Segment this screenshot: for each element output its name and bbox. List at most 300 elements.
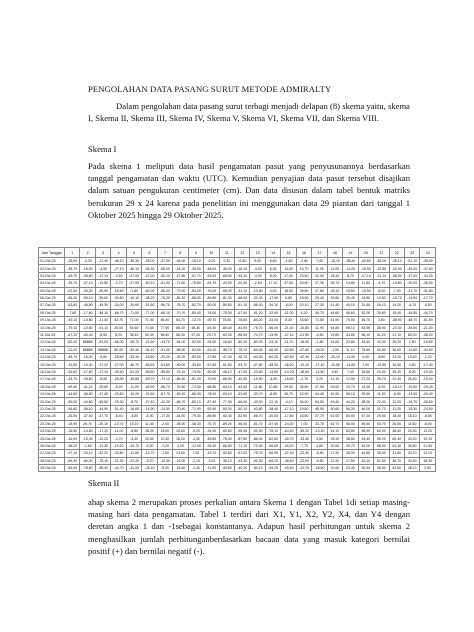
- value-cell: -18,50: [111, 287, 126, 294]
- value-cell: -48,30: [265, 361, 280, 368]
- value-cell: -66,10: [157, 309, 172, 316]
- value-cell: 27,20: [358, 376, 373, 383]
- value-cell: 4,00: [265, 287, 280, 294]
- value-cell: -60,00: [142, 287, 157, 294]
- value-cell: -29,50: [111, 391, 126, 398]
- value-cell: -28,70: [126, 339, 141, 346]
- value-cell: -44,60: [234, 383, 249, 390]
- value-cell: 61,90: [327, 317, 342, 324]
- value-cell: -64,10: [219, 383, 234, 390]
- value-cell: -55,40: [65, 464, 80, 471]
- value-cell: 29,50: [281, 383, 296, 390]
- value-cell: -76,60: [173, 383, 188, 390]
- value-cell: -17,40: [312, 361, 327, 368]
- value-cell: -37,90: [157, 258, 172, 265]
- value-cell: 52,00: [358, 309, 373, 316]
- value-cell: 3,80: [374, 317, 389, 324]
- value-cell: -4,50: [312, 331, 327, 338]
- value-cell: -47,70: [95, 413, 110, 420]
- value-cell: -38,40: [343, 258, 358, 265]
- value-cell: -80,40: [219, 324, 234, 331]
- value-cell: 58,00: [374, 442, 389, 449]
- value-cell: -80,20: [234, 339, 249, 346]
- value-cell: -34,90: [204, 427, 219, 434]
- value-cell: -49,10: [65, 317, 80, 324]
- value-cell: -46,70: [126, 361, 141, 368]
- value-cell: -66,40: [65, 294, 80, 301]
- value-cell: -37,40: [281, 450, 296, 457]
- value-cell: -18,60: [281, 376, 296, 383]
- value-cell: -1,50: [327, 346, 342, 353]
- hour-header: 24: [420, 248, 436, 258]
- value-cell: -39,60: [111, 368, 126, 375]
- value-cell: 28,30: [327, 435, 342, 442]
- value-cell: -3,40: [126, 435, 141, 442]
- value-cell: 23,30: [343, 464, 358, 471]
- value-cell: -30,80: [111, 450, 126, 457]
- value-cell: 88888: [80, 339, 95, 346]
- value-cell: 29,70: [343, 383, 358, 390]
- date-cell: 17-Oct-25: [39, 376, 65, 383]
- value-cell: -45,80: [204, 435, 219, 442]
- value-cell: 22,40: [389, 376, 404, 383]
- value-cell: -4,30: [80, 258, 95, 265]
- value-cell: -44,70: [111, 464, 126, 471]
- value-cell: 6,30: [265, 265, 280, 272]
- value-cell: -46,80: [80, 302, 95, 309]
- value-cell: 39,70: [374, 376, 389, 383]
- value-cell: 18,90: [296, 294, 311, 301]
- value-cell: -60,40: [80, 331, 95, 338]
- value-cell: -24,30: [281, 420, 296, 427]
- value-cell: 26,60: [389, 420, 404, 427]
- value-cell: 50,40: [142, 331, 157, 338]
- value-cell: -24,00: [204, 339, 219, 346]
- value-cell: 6,60: [265, 258, 280, 265]
- value-cell: -38,20: [65, 442, 80, 449]
- value-cell: 35,90: [374, 324, 389, 331]
- value-cell: -64,40: [250, 346, 265, 353]
- value-cell: 40,10: [343, 302, 358, 309]
- date-cell: 29-Oct-25: [39, 464, 65, 471]
- table-row: [39, 383, 436, 390]
- value-cell: 60,90: [343, 413, 358, 420]
- value-cell: 35,40: [343, 294, 358, 301]
- value-cell: -22,30: [296, 450, 311, 457]
- value-cell: -12,80: [312, 368, 327, 375]
- value-cell: -7,70: [296, 442, 311, 449]
- value-cell: -8,60: [95, 376, 110, 383]
- value-cell: -44,20: [173, 265, 188, 272]
- date-cell: 23-Oct-25: [39, 420, 65, 427]
- value-cell: 71,50: [312, 317, 327, 324]
- table-row: [39, 368, 436, 375]
- value-cell: 18,00: [142, 427, 157, 434]
- value-cell: -34,60: [404, 324, 419, 331]
- value-cell: -17,80: [80, 368, 95, 375]
- table-row: [39, 287, 436, 294]
- value-cell: -19,50: [250, 376, 265, 383]
- table-row: [39, 450, 436, 457]
- value-cell: -89,30: [65, 457, 80, 464]
- value-cell: -6,90: [389, 391, 404, 398]
- value-cell: -81,30: [219, 294, 234, 301]
- value-cell: -3,00: [204, 457, 219, 464]
- value-cell: 25,60: [374, 309, 389, 316]
- value-cell: -12,20: [95, 435, 110, 442]
- value-cell: -5,00: [374, 287, 389, 294]
- value-cell: -46,10: [126, 265, 141, 272]
- date-cell: 13-Oct-25: [39, 346, 65, 353]
- value-cell: -59,20: [265, 464, 280, 471]
- value-cell: -33,60: [188, 361, 203, 368]
- value-cell: -79,30: [188, 413, 203, 420]
- value-cell: -95,40: [234, 427, 249, 434]
- value-cell: 15,40: [389, 309, 404, 316]
- value-cell: 29,80: [327, 331, 342, 338]
- value-cell: -1,50: [157, 450, 172, 457]
- hour-header: 20: [358, 248, 373, 258]
- value-cell: -68,90: [219, 376, 234, 383]
- value-cell: -38,40: [265, 405, 280, 412]
- value-cell: 39,80: [404, 442, 419, 449]
- value-cell: 58,00: [343, 420, 358, 427]
- value-cell: -75,70: [204, 420, 219, 427]
- value-cell: -4,70: [111, 435, 126, 442]
- value-cell: -21,10: [374, 272, 389, 279]
- value-cell: -54,60: [65, 405, 80, 412]
- value-cell: 49,40: [327, 398, 342, 405]
- value-cell: 18,40: [389, 413, 404, 420]
- date-cell: 08-Oct-25: [39, 309, 65, 316]
- value-cell: 7,40: [312, 258, 327, 265]
- value-cell: -28,60: [111, 354, 126, 361]
- value-cell: -37,10: [80, 280, 95, 287]
- value-cell: -45,80: [126, 376, 141, 383]
- value-cell: -48,70: [404, 317, 419, 324]
- value-cell: 36,60: [389, 346, 404, 353]
- value-cell: -44,30: [234, 457, 249, 464]
- value-cell: -4,70: [404, 302, 419, 309]
- value-cell: -18,10: [234, 265, 249, 272]
- value-cell: -4,00: [265, 376, 280, 383]
- value-cell: 48,40: [389, 427, 404, 434]
- value-cell: -66,00: [111, 339, 126, 346]
- date-cell: 03-Oct-25: [39, 272, 65, 279]
- value-cell: -19,40: [420, 368, 436, 375]
- value-cell: -34,10: [80, 450, 95, 457]
- value-cell: -23,50: [404, 391, 419, 398]
- value-cell: -76,00: [204, 309, 219, 316]
- value-cell: -33,10: [234, 272, 249, 279]
- value-cell: -8,20: [374, 383, 389, 390]
- value-cell: 43,60: [296, 317, 311, 324]
- value-cell: -38,90: [389, 317, 404, 324]
- value-cell: 11,60: [404, 420, 419, 427]
- value-cell: -9,80: [95, 354, 110, 361]
- value-cell: 13,40: [404, 354, 419, 361]
- value-cell: -45,20: [404, 265, 419, 272]
- value-cell: -37,10: [281, 331, 296, 338]
- value-cell: -96,00: [234, 420, 249, 427]
- value-cell: -40,00: [173, 361, 188, 368]
- value-cell: 38,00: [358, 398, 373, 405]
- value-cell: -6,50: [95, 331, 110, 338]
- value-cell: -55,40: [65, 383, 80, 390]
- value-cell: -49,40: [234, 376, 249, 383]
- value-cell: -44,50: [173, 413, 188, 420]
- value-cell: -62,50: [281, 354, 296, 361]
- skema-2-paragraph: ahap skema 2 merupakan proses perkalian antara Skema 1 dengan Tabel 1di setiap masing-masing hari data pengamatan. Tabel 1 terdiri dari X1, Y1, X2, Y2, X4, dan Y4 dengan deretan angka 1 dan -1sebagai konstantanya. Adapun hasil perhitungan untuk skema 2 menghasilkan jumlah perhitunganberdasarkan bacaan data yang masuk kategori bernilai positif (+) dan bernilai negatif (-).: [88, 497, 410, 556]
- value-cell: -27,50: [126, 280, 141, 287]
- value-cell: 54,70: [173, 317, 188, 324]
- date-cell: 19-Oct-25: [39, 391, 65, 398]
- value-cell: 54,80: [327, 324, 342, 331]
- value-cell: -56,00: [157, 287, 172, 294]
- value-cell: -28,10: [142, 464, 157, 471]
- value-cell: -40,00: [265, 413, 280, 420]
- value-cell: -84,20: [188, 287, 203, 294]
- value-cell: -44,70: [420, 309, 436, 316]
- value-cell: -13,90: [265, 331, 280, 338]
- value-cell: -10,60: [250, 287, 265, 294]
- value-cell: 53,80: [343, 427, 358, 434]
- value-cell: 27,30: [312, 302, 327, 309]
- table-row: [39, 280, 436, 287]
- value-cell: -78,70: [250, 450, 265, 457]
- value-cell: -15,80: [389, 280, 404, 287]
- value-cell: -10,40: [80, 361, 95, 368]
- date-cell: 22-Oct-25: [39, 413, 65, 420]
- value-cell: -31,30: [111, 457, 126, 464]
- value-cell: -27,00: [126, 272, 141, 279]
- hour-header: 18: [327, 248, 342, 258]
- table-corner-header: Jam Tanggal: [39, 248, 65, 258]
- value-cell: 48,60: [343, 309, 358, 316]
- value-cell: -13,70: [188, 317, 203, 324]
- value-cell: -78,70: [173, 302, 188, 309]
- value-cell: -19,50: [374, 361, 389, 368]
- value-cell: -10,10: [296, 361, 311, 368]
- value-cell: 20,10: [296, 302, 311, 309]
- value-cell: -13,40: [296, 435, 311, 442]
- value-cell: -11,60: [343, 354, 358, 361]
- value-cell: -90,00: [204, 302, 219, 309]
- value-cell: -28,60: [80, 376, 95, 383]
- value-cell: -43,00: [250, 398, 265, 405]
- value-cell: -66,90: [265, 450, 280, 457]
- value-cell: -61,90: [157, 280, 172, 287]
- value-cell: -15,30: [404, 405, 419, 412]
- value-cell: -19,80: [420, 339, 436, 346]
- date-cell: 02-Oct-25: [39, 265, 65, 272]
- value-cell: 9,40: [327, 368, 342, 375]
- value-cell: -78,80: [80, 464, 95, 471]
- value-cell: -43,00: [219, 280, 234, 287]
- value-cell: -1,20: [420, 354, 436, 361]
- value-cell: -62,00: [188, 339, 203, 346]
- value-cell: 63,90: [358, 324, 373, 331]
- value-cell: 9,90: [250, 258, 265, 265]
- value-cell: -72,40: [250, 442, 265, 449]
- value-cell: -74,70: [250, 331, 265, 338]
- value-cell: -44,90: [420, 346, 436, 353]
- value-cell: -5,00: [157, 464, 172, 471]
- value-cell: -6,00: [281, 302, 296, 309]
- value-cell: -12,80: [404, 346, 419, 353]
- value-cell: -16,90: [65, 435, 80, 442]
- value-cell: -70,90: [204, 376, 219, 383]
- value-cell: -21,70: [404, 287, 419, 294]
- value-cell: 70,00: [343, 317, 358, 324]
- value-cell: -50,10: [80, 294, 95, 301]
- value-cell: -76,20: [157, 294, 172, 301]
- value-cell: 56,30: [343, 405, 358, 412]
- date-cell: 21-Oct-25: [39, 405, 65, 412]
- value-cell: 26,10: [374, 302, 389, 309]
- value-cell: -63,30: [219, 331, 234, 338]
- value-cell: -20,70: [296, 464, 311, 471]
- value-cell: 44,40: [358, 339, 373, 346]
- value-cell: -4,80: [126, 413, 141, 420]
- value-cell: 7,00: [296, 420, 311, 427]
- value-cell: 2,90: [420, 464, 436, 471]
- value-cell: -39,60: [95, 294, 110, 301]
- value-cell: -56,30: [142, 265, 157, 272]
- date-cell: 25-Oct-25: [39, 435, 65, 442]
- value-cell: -1,80: [126, 287, 141, 294]
- value-cell: 61,30: [389, 442, 404, 449]
- tide-data-table-wrapper: [38, 247, 436, 471]
- value-cell: 25,20: [389, 339, 404, 346]
- date-cell: 07-Oct-25: [39, 302, 65, 309]
- value-cell: 11,10: [343, 346, 358, 353]
- value-cell: 14,60: [327, 339, 342, 346]
- value-cell: 60,30: [374, 427, 389, 434]
- value-cell: -5,20: [142, 442, 157, 449]
- value-cell: 16,00: [157, 427, 172, 434]
- value-cell: 80,00: [404, 331, 419, 338]
- value-cell: 36,80: [296, 383, 311, 390]
- table-row: [39, 331, 436, 338]
- value-cell: -20,10: [95, 420, 110, 427]
- value-cell: -59,70: [142, 376, 157, 383]
- value-cell: -38,50: [389, 272, 404, 279]
- table-row: [39, 354, 436, 361]
- value-cell: -11,00: [111, 427, 126, 434]
- value-cell: 17,00: [281, 272, 296, 279]
- value-cell: 0,60: [404, 361, 419, 368]
- value-cell: 29,00: [327, 383, 342, 390]
- value-cell: -89,20: [219, 420, 234, 427]
- value-cell: 15,10: [126, 420, 141, 427]
- value-cell: -63,60: [65, 302, 80, 309]
- value-cell: 46,00: [358, 405, 373, 412]
- value-cell: -57,70: [157, 391, 172, 398]
- value-cell: -36,50: [80, 272, 95, 279]
- value-cell: -15,50: [358, 287, 373, 294]
- table-row: [39, 258, 436, 265]
- value-cell: 3,50: [312, 435, 327, 442]
- value-cell: -56,00: [250, 302, 265, 309]
- value-cell: -40,60: [358, 258, 373, 265]
- value-cell: -87,50: [234, 435, 249, 442]
- hour-header: 6: [142, 248, 157, 258]
- value-cell: -4,70: [374, 280, 389, 287]
- value-cell: -30,70: [250, 391, 265, 398]
- value-cell: -17,10: [358, 272, 373, 279]
- value-cell: 26,70: [80, 420, 95, 427]
- value-cell: -27,40: [142, 398, 157, 405]
- table-row: [39, 405, 436, 412]
- value-cell: -15,40: [80, 435, 95, 442]
- value-cell: -1,50: [80, 442, 95, 449]
- value-cell: 65,10: [343, 324, 358, 331]
- value-cell: -76,30: [219, 435, 234, 442]
- value-cell: 18,10: [404, 413, 419, 420]
- value-cell: 55,90: [358, 427, 373, 434]
- value-cell: 38,00: [343, 450, 358, 457]
- value-cell: -51,00: [157, 346, 172, 353]
- value-cell: 43,30: [374, 339, 389, 346]
- table-row: [39, 346, 436, 353]
- value-cell: -47,40: [219, 354, 234, 361]
- value-cell: 38,90: [374, 464, 389, 471]
- table-row: [39, 420, 436, 427]
- value-cell: -79,90: [188, 368, 203, 375]
- value-cell: -46,10: [111, 258, 126, 265]
- value-cell: -81,10: [173, 294, 188, 301]
- value-cell: -69,70: [204, 317, 219, 324]
- value-cell: -50,10: [157, 272, 172, 279]
- value-cell: -75,10: [95, 457, 110, 464]
- value-cell: -15,10: [389, 383, 404, 390]
- date-cell: 20-Oct-25: [39, 398, 65, 405]
- value-cell: -81,70: [250, 420, 265, 427]
- value-cell: 75,00: [219, 317, 234, 324]
- value-cell: -17,60: [80, 309, 95, 316]
- hour-header: 16: [296, 248, 311, 258]
- value-cell: 6,60: [281, 294, 296, 301]
- value-cell: -17,20: [95, 427, 110, 434]
- value-cell: 8,20: [404, 368, 419, 375]
- value-cell: -39,20: [80, 287, 95, 294]
- value-cell: -66,70: [250, 413, 265, 420]
- hour-header: 21: [374, 248, 389, 258]
- value-cell: 16,80: [296, 413, 311, 420]
- value-cell: -47,80: [173, 272, 188, 279]
- value-cell: 35,70: [343, 442, 358, 449]
- value-cell: -18,00: [80, 265, 95, 272]
- value-cell: -64,40: [281, 427, 296, 434]
- value-cell: -67,20: [65, 331, 80, 338]
- value-cell: -68,70: [173, 398, 188, 405]
- value-cell: 30,90: [296, 280, 311, 287]
- table-row: [39, 464, 436, 471]
- hour-header: 23: [404, 248, 419, 258]
- value-cell: -19,00: [173, 457, 188, 464]
- value-cell: 38,60: [343, 435, 358, 442]
- value-cell: 0,00: [358, 354, 373, 361]
- value-cell: 53,70: [111, 317, 126, 324]
- value-cell: -10,50: [80, 324, 95, 331]
- value-cell: -32,90: [389, 265, 404, 272]
- value-cell: 27,30: [312, 280, 327, 287]
- value-cell: -97,10: [65, 450, 80, 457]
- value-cell: -52,50: [250, 457, 265, 464]
- value-cell: 37,50: [312, 383, 327, 390]
- value-cell: -64,20: [250, 317, 265, 324]
